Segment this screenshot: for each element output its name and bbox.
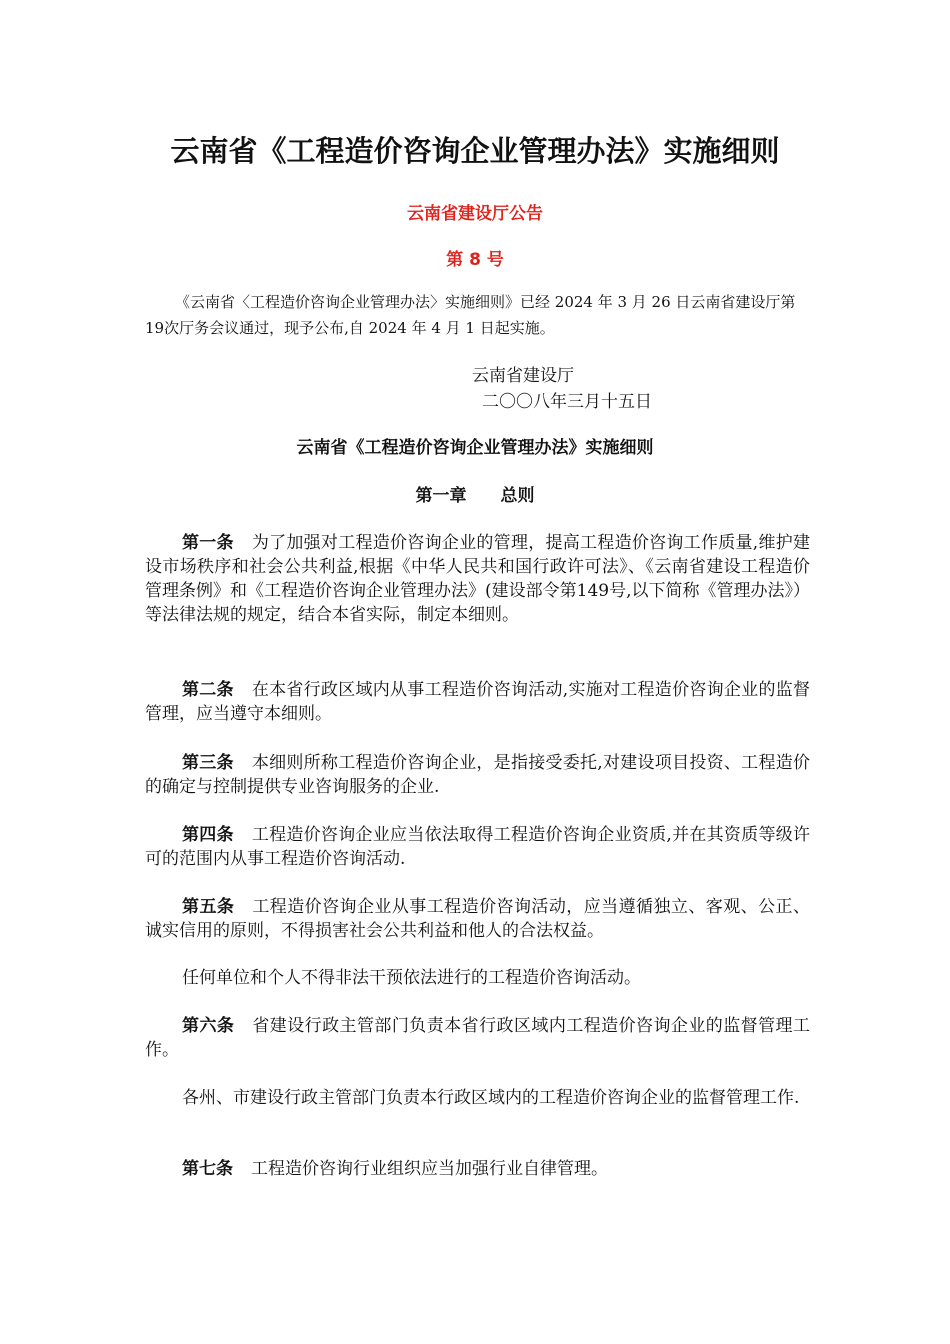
article-6 bbox=[145, 1014, 810, 1062]
article-5-paragraph-2 bbox=[145, 966, 810, 990]
article-label: 第一条 bbox=[182, 533, 234, 553]
article-text: 省建设行政主管部门负责本省行政区域内工程造价咨询企业的监督管理工作。 bbox=[145, 1016, 811, 1060]
article-text: 为了加强对工程造价咨询企业的管理，提高工程造价咨询工作质量,维护建设市场秩序和社会公共利益,根据《中华人民共和国行政许可法》、《云南省建设工程造价管理条例》和《工程造价咨询企业管理办法》(建设部令第149号,以下简称《管理办法》）等法律法规的规定，结合本省实际，制定本细则。 bbox=[145, 533, 811, 625]
article-text: 在本省行政区域内从事工程造价咨询活动,实施对工程造价咨询企业的监督管理，应当遵守本细则。 bbox=[145, 680, 811, 724]
document-title: 云南省《工程造价咨询企业管理办法》实施细则 bbox=[170, 134, 780, 168]
article-4 bbox=[145, 823, 810, 871]
article-label: 第四条 bbox=[182, 825, 234, 845]
article-text: 工程造价咨询行业组织应当加强行业自律管理。 bbox=[251, 1159, 608, 1179]
article-text: 工程造价咨询企业应当依法取得工程造价咨询企业资质,并在其资质等级许可的范围内从事工程造价咨询活动. bbox=[145, 825, 811, 869]
article-5 bbox=[145, 895, 810, 943]
article-label: 第六条 bbox=[182, 1016, 235, 1036]
announcement-issuer: 云南省建设厅公告 bbox=[407, 204, 543, 224]
article-7 bbox=[145, 1157, 810, 1181]
preamble-paragraph: 《云南省〈工程造价咨询企业管理办法〉实施细则》已经 2024 年 3 月 26 日云南省建设厅第19次厅务会议通过，现予公布,自 2024 年 4 月 1 日起实施。 bbox=[145, 293, 796, 337]
chapter-heading bbox=[0, 483, 950, 509]
article-text: 本细则所称工程造价咨询企业，是指接受委托,对建设项目投资、工程造价的确定与控制提供专业咨询服务的企业. bbox=[145, 753, 811, 797]
article-label: 第三条 bbox=[182, 753, 234, 773]
announcement-number: 第 8 号 bbox=[446, 250, 504, 270]
article-label: 第二条 bbox=[182, 680, 234, 700]
article-1 bbox=[145, 531, 810, 627]
article-2 bbox=[145, 678, 810, 726]
article-text: 任何单位和个人不得非法干预依法进行的工程造价咨询活动。 bbox=[182, 968, 641, 988]
section-title: 云南省《工程造价咨询企业管理办法》实施细则 bbox=[296, 438, 654, 458]
article-label: 第七条 bbox=[182, 1159, 233, 1179]
signature-date: 二〇〇八年三月十五日 bbox=[482, 392, 652, 412]
article-3 bbox=[145, 751, 810, 799]
article-text: 各州、市建设行政主管部门负责本行政区域内的工程造价咨询企业的监督管理工作. bbox=[182, 1088, 800, 1108]
chapter-number: 第一章 bbox=[415, 486, 467, 506]
article-6-paragraph-2 bbox=[145, 1086, 810, 1110]
signature-org: 云南省建设厅 bbox=[472, 366, 574, 386]
article-text: 工程造价咨询企业从事工程造价咨询活动，应当遵循独立、客观、公正、诚实信用的原则，不得损害社会公共利益和他人的合法权益。 bbox=[145, 897, 811, 941]
article-label: 第五条 bbox=[182, 897, 235, 917]
chapter-name: 总则 bbox=[500, 486, 535, 506]
